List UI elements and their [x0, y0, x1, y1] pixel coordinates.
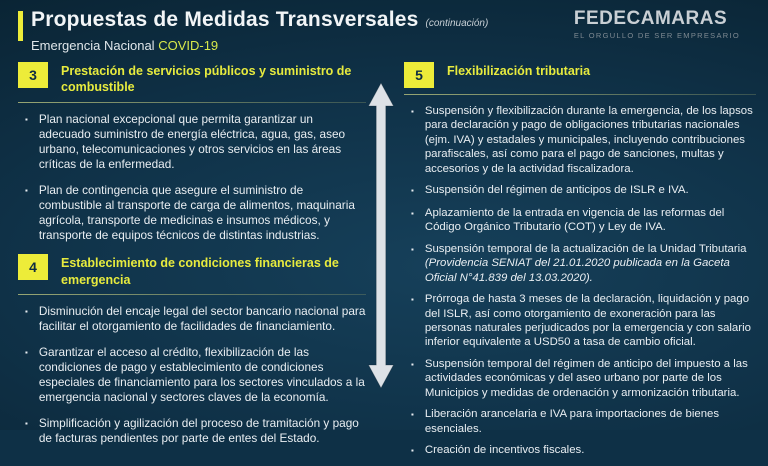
subtitle-covid-highlight: COVID-19 [158, 38, 219, 53]
bullet-item [24, 183, 366, 243]
bullet-text: Aplazamiento de la entrada en vigencia de las reformas del Código Orgánico Tributario (COT) y Ley de IVA. [424, 206, 725, 234]
section-number-badge: 5 [404, 62, 434, 88]
bullet-item [410, 357, 756, 400]
bullet-item [410, 242, 756, 285]
section-3 [18, 62, 366, 243]
bullet-text: Prórroga de hasta 3 meses de la declaración, liquidación y pago del ISLR, así como otorgamiento de exoneración para las personas naturales perjudicados por la emergencia y con salario inferior equivalente a USD50 a tasa de cambio oficial. [424, 293, 751, 349]
bullet-text: Plan nacional excepcional que permita garantizar un adecuado suministro de energía eléctrica, agua, gas, aseo urbano, telecomunicaciones y otros servicios en las áreas críticas de la enfermedad. [38, 111, 346, 171]
bullet-text: Creación de incentivos fiscales. [424, 444, 585, 457]
bullet-square-icon: ▪ [411, 295, 414, 305]
bullet-square-icon: ▪ [25, 306, 28, 316]
bullet-square-icon: ▪ [25, 185, 28, 195]
bullet-item [410, 104, 756, 176]
section-underline [18, 102, 366, 103]
subtitle-text: Emergencia Nacional [31, 38, 159, 53]
bullet-text: Simplificación y agilización del proceso de tramitación y pago de facturas pendientes por parte de entes del Estado. [38, 416, 359, 446]
logo-name: FEDECAMARAS [573, 8, 728, 29]
bullet-square-icon: ▪ [411, 208, 414, 218]
bullet-square-icon: ▪ [25, 347, 28, 357]
section-title: Establecimiento de condiciones financieras de emergencia [61, 256, 339, 287]
section-title: Flexibilización tributaria [447, 64, 591, 78]
bullet-text: Suspensión temporal de la actualización de la Unidad Tributaria (Providencia SENIAT del 21.01.2020 publicada en la Gaceta Oficial N°41.839 del 13.03.2020). [424, 242, 747, 284]
section-5-header [404, 62, 756, 88]
bullet-square-icon: ▪ [411, 410, 414, 420]
bullet-square-icon: ▪ [411, 446, 414, 456]
section-underline [18, 294, 366, 295]
slide-header [31, 8, 488, 32]
bullet-square-icon: ▪ [411, 244, 414, 254]
logo-tagline: EL ORGULLO DE SER EMPRESARIO [573, 30, 740, 40]
section-underline [404, 94, 756, 95]
right-column [404, 62, 756, 466]
bullet-text: Suspensión y flexibilización durante la emergencia, de los lapsos para declaración y pago de obligaciones tributarias nacionales (ejm. IVA) y estadales y municipales, incluyendo contribuciones parafiscales, así como para el pago de sanciones, multas y accesorios y de la actividad fiscalizadora. [424, 105, 753, 175]
section-3-header [18, 62, 366, 96]
bullet-item [410, 206, 756, 235]
section-4-header [18, 254, 366, 288]
bullet-square-icon: ▪ [25, 114, 28, 124]
section-title: Prestación de servicios públicos y suministro de combustible [61, 64, 352, 95]
section-4 [18, 254, 366, 446]
bullet-square-icon: ▪ [411, 107, 414, 116]
page-title-suffix: (continuación) [425, 18, 489, 29]
bullet-item [410, 443, 756, 458]
section-3-bullet-list [18, 112, 366, 244]
fedecamaras-logo [574, 9, 740, 40]
bullet-text: Suspensión del régimen de anticipos de ISLR e IVA. [424, 184, 689, 197]
bullet-text: Disminución del encaje legal del sector bancario nacional para facilitar el otorgamiento de facilidades de financiamiento. [38, 303, 366, 333]
bullet-text: Liberación arancelaria e IVA para importaciones de bienes esenciales. [424, 408, 720, 435]
bullet-text: Suspensión temporal del régimen de anticipo del impuesto a las actividades económicas y del aseo urbano por parte de los Municipios y medidas de ordenación y armonización tributaria. [424, 357, 748, 399]
bullet-item [24, 304, 366, 334]
section-4-bullet-list [18, 304, 366, 447]
bullet-square-icon: ▪ [411, 186, 414, 196]
title-accent-bar [18, 11, 23, 41]
bullet-square-icon: ▪ [25, 419, 28, 429]
bullet-text: Garantizar el acceso al crédito, flexibilización de las condiciones de pago y establecimiento de condiciones especiales de financiamiento para los sectores vinculados a la emergencia nacional y sectores claves de la economía. [38, 344, 365, 405]
section-5-bullet-list [404, 104, 756, 459]
bullet-item [24, 112, 366, 172]
section-5 [404, 62, 756, 459]
section-number-badge: 4 [18, 254, 48, 280]
page-title: Propuestas de Medidas Transversales [31, 8, 419, 31]
bullet-item [24, 416, 366, 446]
bullet-square-icon: ▪ [411, 359, 414, 369]
slide-subtitle [31, 38, 218, 53]
bullet-item [24, 345, 366, 405]
bullet-item [410, 292, 756, 350]
section-number-badge: 3 [18, 62, 48, 88]
double-headed-vertical-arrow-icon [366, 83, 396, 388]
bullet-text: Plan de contingencia que asegure el suministro de combustible al transporte de carga de alimentos, maquinaria agrícola, transporte de medicinas e insumos médicos, y transporte de equipos técnicos de distintas industrias. [38, 182, 355, 243]
left-column [18, 62, 366, 458]
bullet-item [410, 407, 756, 436]
bullet-item [410, 183, 756, 198]
